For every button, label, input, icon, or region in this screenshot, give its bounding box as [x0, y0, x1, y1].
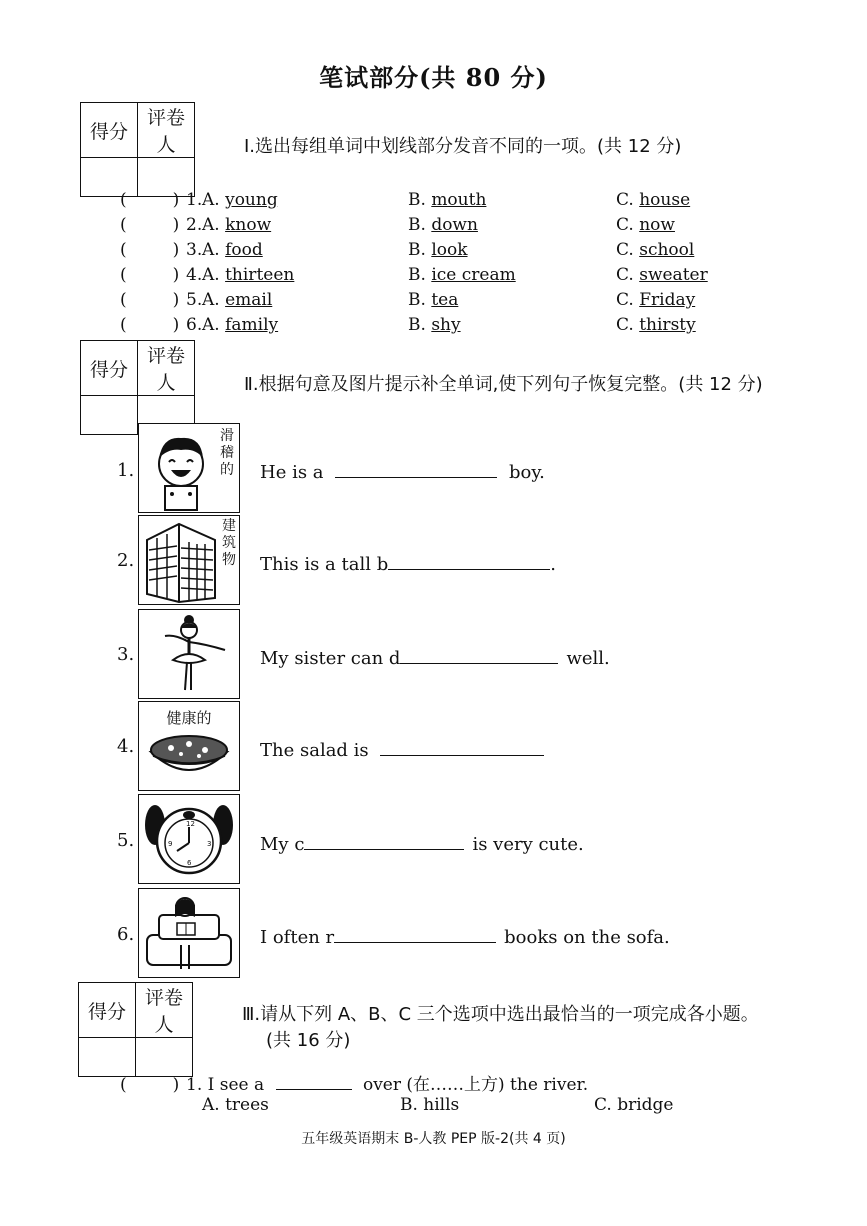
answer-paren[interactable]: ( )	[120, 240, 180, 260]
first-letter: c	[294, 834, 305, 855]
option-word: email	[225, 290, 273, 310]
option-c: C. school	[616, 240, 695, 260]
option-word: young	[225, 190, 278, 210]
answer-blank-2[interactable]	[388, 551, 550, 570]
option-c[interactable]: C. bridge	[594, 1095, 674, 1115]
question-number: 3.	[186, 240, 203, 260]
page-footer: 五年级英语期末 B-人教 PEP 版-2(共 4 页)	[301, 1131, 566, 1147]
svg-text:12: 12	[186, 820, 195, 828]
option-b: B. look	[408, 240, 468, 260]
building-icon	[139, 516, 221, 604]
option-word: ice cream	[431, 265, 516, 285]
option-word: now	[639, 215, 675, 235]
question-row	[120, 265, 708, 285]
answer-paren[interactable]: ( )	[120, 290, 180, 310]
option-word: tea	[431, 290, 459, 310]
option-b[interactable]: B. hills	[400, 1095, 460, 1115]
question-row	[120, 290, 696, 310]
option-word: thirsty	[639, 315, 696, 335]
answer-blank-4[interactable]	[380, 737, 544, 756]
question-stem: 1. I see a	[186, 1075, 265, 1095]
answer-paren[interactable]: ( )	[120, 190, 180, 210]
sentence-5	[260, 831, 584, 855]
item-number: 4.	[117, 736, 135, 757]
question-row	[120, 240, 695, 260]
svg-text:9: 9	[168, 840, 173, 848]
option-a: A. food	[202, 240, 263, 260]
grader-label: 评卷人	[136, 983, 193, 1038]
question-number: 6.	[186, 315, 203, 335]
option-word: look	[431, 240, 468, 260]
option-a[interactable]: A. trees	[202, 1095, 269, 1115]
boy-icon	[139, 424, 219, 512]
sentence-2	[260, 551, 556, 575]
sentence-1	[260, 459, 545, 483]
option-a: A. email	[202, 290, 273, 310]
option-word: shy	[431, 315, 461, 335]
first-letter: b	[376, 554, 389, 575]
score-label: 得分	[81, 103, 138, 158]
dancing-girl-picture	[138, 609, 240, 699]
sentence-text: is very cute.	[472, 834, 584, 855]
option-word: thirteen	[225, 265, 295, 285]
page-title: 笔试部分(共 80 分)	[319, 63, 548, 92]
option-word: food	[225, 240, 263, 260]
item-number: 6.	[117, 924, 135, 945]
option-b: B. shy	[408, 315, 461, 335]
building-picture	[138, 515, 240, 605]
sentence-text: boy.	[509, 462, 545, 483]
reading-girl-picture	[138, 888, 240, 978]
score-box-2	[80, 340, 195, 435]
option-b: B. down	[408, 215, 478, 235]
girl-reading-icon	[139, 889, 239, 977]
sentence-text: My sister can	[260, 648, 384, 669]
option-a: A. thirteen	[202, 265, 295, 285]
option-a: A. know	[202, 215, 272, 235]
svg-text:6: 6	[187, 859, 192, 867]
section3-question-1	[120, 1070, 588, 1095]
option-a: A. young	[202, 190, 278, 210]
question-number: 5.	[186, 290, 203, 310]
option-c: C. house	[616, 190, 691, 210]
sentence-text: He is a	[260, 462, 324, 483]
svg-text:3: 3	[207, 840, 212, 848]
answer-paren[interactable]: ( )	[120, 265, 180, 285]
salad-bowl-icon	[147, 730, 231, 786]
sentence-6	[260, 924, 670, 948]
healthy-salad-picture	[138, 701, 240, 791]
question-number: 1.	[186, 190, 203, 210]
ballerina-icon	[139, 610, 239, 698]
answer-blank-5[interactable]	[304, 831, 464, 850]
section3-heading: Ⅲ.请从下列 A、B、C 三个选项中选出最恰当的一项完成各小题。	[242, 1004, 759, 1025]
hint-label: 滑 稽 的	[220, 428, 234, 478]
score-box-3	[78, 982, 193, 1077]
option-word: mouth	[431, 190, 487, 210]
sentence-4	[260, 737, 544, 761]
sentence-text: well.	[566, 648, 610, 669]
item-number: 3.	[117, 644, 135, 665]
option-word: know	[225, 215, 272, 235]
hint-label: 建 筑 物	[222, 518, 236, 568]
score-label: 得分	[79, 983, 136, 1038]
option-b: B. mouth	[408, 190, 487, 210]
item-number: 2.	[117, 550, 135, 571]
option-b: B. tea	[408, 290, 459, 310]
question-number: 4.	[186, 265, 203, 285]
sentence-text: This is a tall	[260, 554, 371, 575]
sentence-text: .	[550, 554, 556, 575]
first-letter: d	[388, 648, 401, 669]
sentence-text: books on the sofa.	[504, 927, 670, 948]
option-c: C. Friday	[616, 290, 696, 310]
option-word: sweater	[639, 265, 708, 285]
option-word: down	[431, 215, 478, 235]
score-label: 得分	[81, 341, 138, 396]
section1-heading: Ⅰ.选出每组单词中划线部分发音不同的一项。(共 12 分)	[244, 136, 682, 157]
grader-label: 评卷人	[138, 103, 195, 158]
clock-picture	[138, 794, 240, 884]
question-stem: over (在……上方) the river.	[362, 1075, 589, 1095]
item-number: 5.	[117, 830, 135, 851]
option-b: B. ice cream	[408, 265, 516, 285]
funny-boy-picture	[138, 423, 240, 513]
stem-blank	[276, 1071, 352, 1090]
question-row	[120, 315, 696, 335]
clock-icon	[139, 795, 239, 883]
option-word: house	[639, 190, 691, 210]
option-a: A. family	[202, 315, 279, 335]
answer-paren[interactable]: ( )	[120, 1075, 180, 1095]
question-row	[120, 215, 675, 235]
answer-paren[interactable]: ( )	[120, 315, 180, 335]
section2-heading: Ⅱ.根据句意及图片提示补全单词,使下列句子恢复完整。(共 12 分)	[244, 374, 763, 395]
score-cell[interactable]	[81, 396, 138, 435]
section3-heading-points: (共 16 分)	[266, 1030, 351, 1051]
option-c: C. thirsty	[616, 315, 696, 335]
hint-label: 健康的	[166, 709, 212, 727]
option-word: Friday	[639, 290, 696, 310]
first-letter: r	[325, 927, 335, 948]
answer-blank-6[interactable]	[334, 924, 496, 943]
answer-blank-3[interactable]	[400, 645, 558, 664]
question-row	[120, 190, 691, 210]
answer-blank-1[interactable]	[335, 459, 497, 478]
sentence-text: I often	[260, 927, 320, 948]
grader-label: 评卷人	[138, 341, 195, 396]
option-c: C. now	[616, 215, 675, 235]
sentence-3	[260, 645, 610, 669]
answer-paren[interactable]: ( )	[120, 215, 180, 235]
option-word: school	[639, 240, 695, 260]
score-box-1	[80, 102, 195, 197]
sentence-text: The salad is	[260, 740, 369, 761]
option-word: family	[225, 315, 279, 335]
option-c: C. sweater	[616, 265, 708, 285]
item-number: 1.	[117, 460, 135, 481]
sentence-text: My	[260, 834, 289, 855]
question-number: 2.	[186, 215, 203, 235]
